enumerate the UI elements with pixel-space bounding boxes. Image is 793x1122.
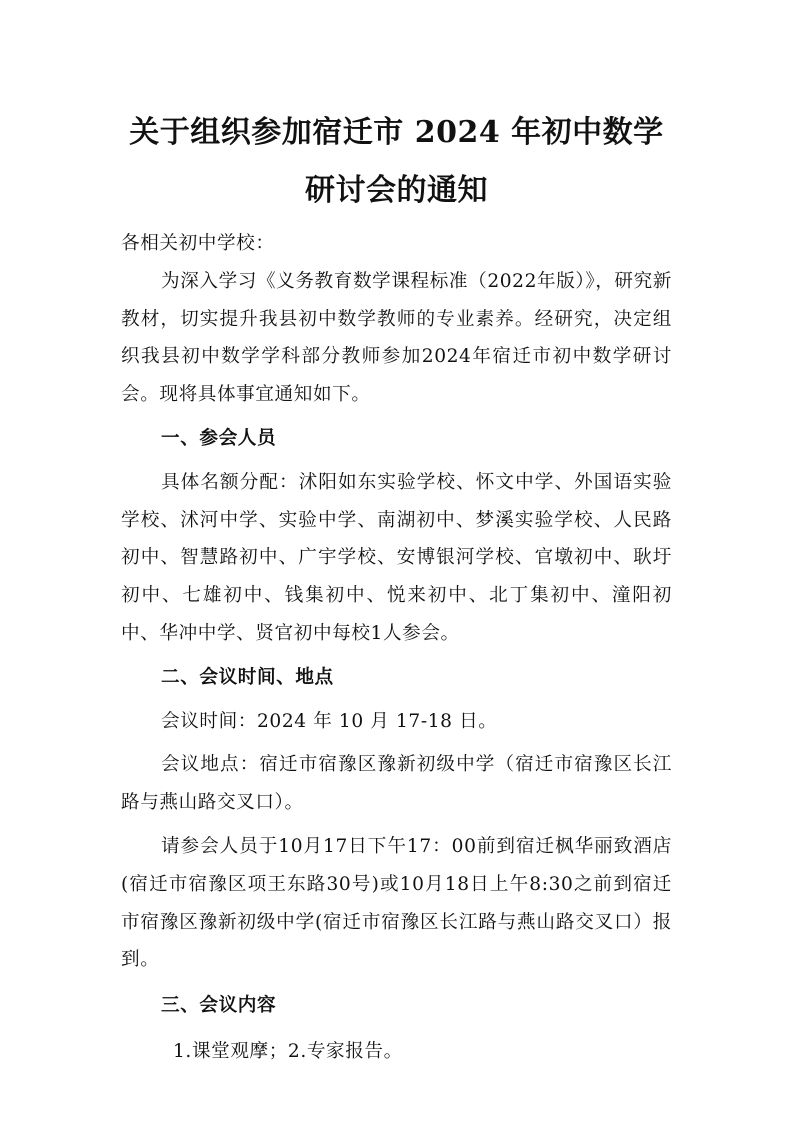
intro-paragraph: 为深入学习《义务教育数学课程标准（2022年版）》，研究新教材，切实提升我县初中数学教师的专业素养。经研究，决定组织我县初中数学学科部分教师参加2024年宿迁市初中数学研讨会。现将具体事宜通知如下。 <box>121 270 672 406</box>
meeting-time: 会议时间：2024 年 10 月 17-18 日。 <box>161 710 498 732</box>
notice-body <box>121 225 672 1071</box>
notice-title-line-2: 研讨会的通知 <box>305 173 488 208</box>
meeting-content: 1.课堂观摩；2.专家报告。 <box>173 1040 403 1062</box>
meeting-location: 会议地点：宿迁市宿豫区豫新初级中学（宿迁市宿豫区长江路与燕山路交叉口）。 <box>121 754 672 814</box>
registration-paragraph: 请参会人员于10月17日下午17：00前到宿迁枫华丽致酒店(宿迁市宿豫区项王东路30号)或10月18日上午8:30之前到宿迁市宿豫区豫新初级中学(宿迁市宿豫区长江路与燕山路交叉口）报到。 <box>121 835 672 971</box>
section-2-heading: 二、会议时间、地点 <box>161 666 334 688</box>
attendees-paragraph: 具体名额分配：沭阳如东实验学校、怀文中学、外国语实验学校、沭河中学、实验中学、南湖初中、梦溪实验学校、人民路初中、智慧路初中、广宇学校、安博银河学校、官墩初中、耿圩初中、七雄初中、钱集初中、悦来初中、北丁集初中、潼阳初中、华冲中学、贤官初中每校1人参会。 <box>121 471 672 644</box>
section-3-heading: 三、会议内容 <box>161 995 277 1017</box>
salutation: 各相关初中学校： <box>121 233 275 254</box>
notice-title-line-1: 关于组织参加宿迁市 2024 年初中数学 <box>129 115 664 150</box>
section-1-heading: 一、参会人员 <box>161 427 277 449</box>
